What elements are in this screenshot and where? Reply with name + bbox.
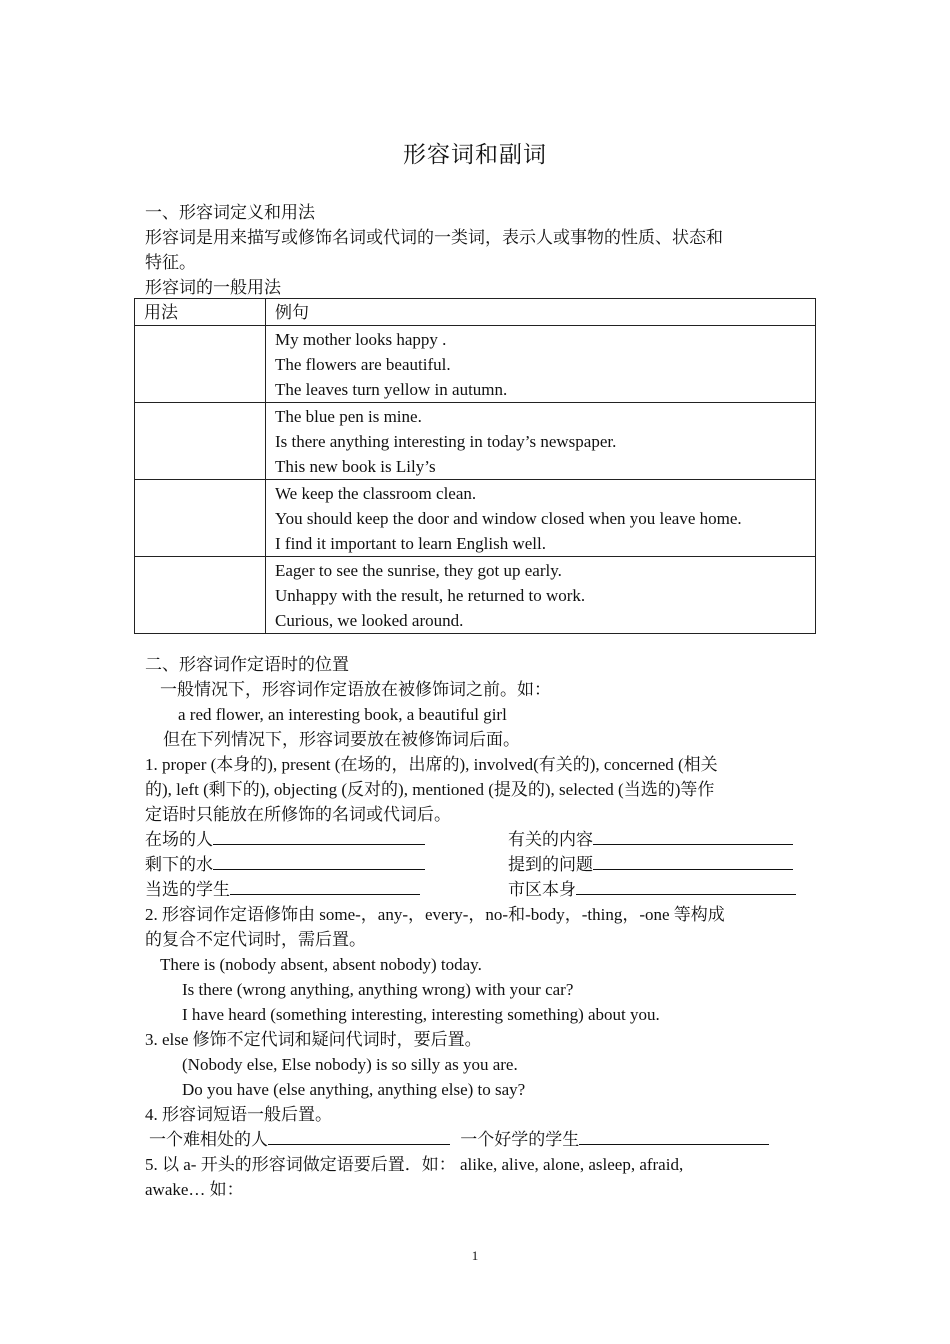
rule5-line-2: awake… 如： bbox=[145, 1180, 244, 1199]
fill-prompt: 市区本身 bbox=[508, 880, 576, 899]
fill-blank[interactable] bbox=[593, 827, 793, 845]
rule4-fill-row bbox=[145, 1127, 807, 1152]
usage-cell bbox=[135, 326, 266, 403]
usage-table bbox=[134, 298, 816, 634]
rule2-example: Is there (wrong anything, anything wrong) with your car? bbox=[182, 980, 574, 999]
example-sentence: You should keep the door and window closed when you leave home. bbox=[275, 509, 742, 528]
rule2-example: There is (nobody absent, absent nobody) today. bbox=[160, 955, 482, 974]
example-sentence: The flowers are beautiful. bbox=[275, 355, 451, 374]
table-row bbox=[135, 480, 816, 557]
page-number: 1 bbox=[471, 1248, 479, 1263]
example-sentence: This new book is Lily’s bbox=[275, 457, 436, 476]
rule3-text: 3. else 修饰不定代词和疑问代词时，要后置。 bbox=[145, 1030, 482, 1049]
rule5-line-1: 5. 以 a- 开头的形容词做定语要后置．如： alike, alive, alone, asleep, afraid, bbox=[145, 1155, 684, 1174]
header-examples: 例句 bbox=[266, 299, 816, 326]
fill-prompt: 剩下的水 bbox=[145, 855, 213, 874]
examples-cell bbox=[266, 557, 816, 634]
page-title: 形容词和副词 bbox=[403, 142, 547, 167]
rule4-text: 4. 形容词短语一般后置。 bbox=[145, 1105, 332, 1124]
fill-blank[interactable] bbox=[579, 1127, 769, 1145]
fill-blank[interactable] bbox=[230, 877, 420, 895]
fill-prompt: 提到的问题 bbox=[508, 855, 593, 874]
example-sentence: Curious, we looked around. bbox=[275, 611, 464, 630]
section2 bbox=[145, 652, 807, 1202]
example-sentence: The blue pen is mine. bbox=[275, 407, 422, 426]
fill-prompt: 在场的人 bbox=[145, 830, 213, 849]
example-sentence: Is there anything interesting in today’s newspaper. bbox=[275, 432, 617, 451]
definition-line-1: 形容词是用来描写或修饰名词或代词的一类词，表示人或事物的性质、状态和 bbox=[145, 228, 723, 247]
example-sentence: The leaves turn yellow in autumn. bbox=[275, 380, 508, 399]
intro-example: a red flower, an interesting book, a beautiful girl bbox=[178, 705, 507, 724]
examples-cell bbox=[266, 480, 816, 557]
table-caption: 形容词的一般用法 bbox=[145, 278, 281, 297]
fill-blank[interactable] bbox=[213, 852, 425, 870]
fill-blank[interactable] bbox=[576, 877, 796, 895]
fill-prompt: 一个好学的学生 bbox=[460, 1130, 580, 1149]
example-sentence: I find it important to learn English well. bbox=[275, 534, 547, 553]
usage-cell bbox=[135, 403, 266, 480]
rule2-example: I have heard (something interesting, interesting something) about you. bbox=[182, 1005, 660, 1024]
table-row bbox=[135, 403, 816, 480]
examples-cell bbox=[266, 326, 816, 403]
definition-line-2: 特征。 bbox=[145, 253, 196, 272]
fill-row bbox=[145, 877, 807, 902]
rule2-line-1: 2. 形容词作定语修饰由 some-，any-，every-，no-和-body，-thing，-one 等构成 bbox=[145, 905, 725, 924]
usage-cell bbox=[135, 557, 266, 634]
section1 bbox=[145, 200, 807, 300]
section1-heading: 一、形容词定义和用法 bbox=[145, 203, 315, 222]
fill-row bbox=[145, 827, 807, 852]
fill-blank[interactable] bbox=[213, 827, 425, 845]
usage-cell bbox=[135, 480, 266, 557]
fill-blank[interactable] bbox=[593, 852, 793, 870]
intro-text: 一般情况下，形容词作定语放在被修饰词之前。如： bbox=[160, 680, 551, 699]
example-sentence: My mother looks happy . bbox=[275, 330, 447, 349]
exception-text: 但在下列情况下，形容词要放在被修饰词后面。 bbox=[163, 730, 520, 749]
rule3-example: Do you have (else anything, anything else) to say? bbox=[182, 1080, 526, 1099]
fill-prompt: 当选的学生 bbox=[145, 880, 230, 899]
rule3-example: (Nobody else, Else nobody) is so silly as you are. bbox=[182, 1055, 518, 1074]
fill-row bbox=[145, 852, 807, 877]
rule1-line-3: 定语时只能放在所修饰的名词或代词后。 bbox=[145, 805, 451, 824]
example-sentence: We keep the classroom clean. bbox=[275, 484, 477, 503]
example-sentence: Unhappy with the result, he returned to work. bbox=[275, 586, 586, 605]
rule2-line-2: 的复合不定代词时，需后置。 bbox=[145, 930, 366, 949]
fill-prompt: 有关的内容 bbox=[508, 830, 593, 849]
fill-blank[interactable] bbox=[268, 1127, 450, 1145]
example-sentence: Eager to see the sunrise, they got up early. bbox=[275, 561, 562, 580]
fill-prompt: 一个难相处的人 bbox=[149, 1130, 268, 1149]
section2-heading: 二、形容词作定语时的位置 bbox=[145, 655, 349, 674]
header-usage: 用法 bbox=[135, 299, 266, 326]
table-header-row bbox=[135, 299, 816, 326]
examples-cell bbox=[266, 403, 816, 480]
rule1-line-1: 1. proper (本身的), present (在场的，出席的), involved(有关的), concerned (相关 bbox=[145, 755, 718, 774]
table-row bbox=[135, 326, 816, 403]
rule1-line-2: 的), left (剩下的), objecting (反对的), mentioned (提及的), selected (当选的)等作 bbox=[145, 780, 715, 799]
table-row bbox=[135, 557, 816, 634]
